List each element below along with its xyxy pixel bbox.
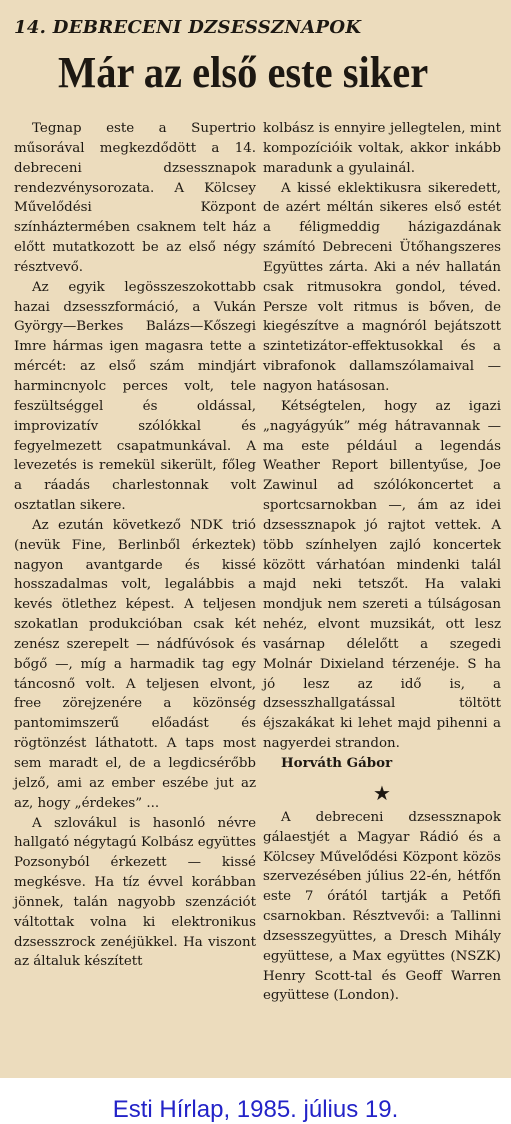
- paragraph: Az ezután következő NDK trió (nevük Fine, Berlinből érkeztek) nagyon avantgarde és kissé hosszadalmas volt, legalábbis a kevés ötlethez képest. A teljesen szokatlan produkcióban csak két zenész szerepelt — nádfúvósok és bőgő —, míg a harmadik tag egy táncosnő volt. A teljesen elvont, free zörejzenére a közönség pantomimszerű előadást és rögtönzést láthatott. A taps most sem maradt el, de a legdicsérőbb jelző, ami az ember eszébe jut az az, hogy „érdekes” ...: [14, 517, 256, 811]
- column-left: [14, 119, 256, 972]
- paragraph: A debreceni dzsessznapok gálaestjét a Magyar Rádió és a Kölcsey Művelődési Központ közös szervezésében július 22-én, hétfőn este 7 órától tartják a Petőfi csarnokban. Résztvevői: a Tallinni dzsesszegyüttes, a Dresch Mihály együttese, a Max együttes (NSZK) Henry Scott-tal és Geoff Warren együttese (London).: [263, 809, 501, 1004]
- headline: Már az első este siker: [58, 48, 429, 97]
- paragraph: Az egyik legösszeszokottabb hazai dzsesszformáció, a Vukán György—Berkes Balázs—Kőszegi Imre hármas igen magasra tette a mércét: az első szám mindjárt harmincnyolc perces volt, tele feszültséggel és oldással, improvizatív szólókkal és fegyelmezett csapatmunkával. A levezetés is remekül sikerült, főleg a ráadás charlestonnak volt osztatlan sikere.: [14, 279, 256, 514]
- paragraph: kolbász is ennyire jellegtelen, mint kompozícióik voltak, akkor inkább maradunk a gyulainál.: [263, 121, 501, 176]
- paragraph: A kissé eklektikusra sikeredett, de azért méltán sikeres első estét a féligmeddig házigazdának számító Debreceni Ütőhangszeres Együttes zárta. Aki a név hallatán csak ritmusokra gondol, téved. Persze volt ritmus is bőven, de kiegészítve a magnóról bejátszott szintetizátor-effektusokkal és a vibrafonok dallamszólamaival — nagyon hatásosan.: [263, 180, 501, 394]
- source-caption: Esti Hírlap, 1985. július 19.: [112, 1096, 399, 1123]
- paragraph: A szlovákul is hasonló névre hallgató négytagú Kolbász együttes Pozsonyból érkezett — kissé megkésve. Ha tíz évvel korábban jönnek, talán nagyobb szenzációt váltottak volna ki elektronikus dzsesszrock zenéjükkel. Ha viszont az általuk készített: [14, 815, 256, 970]
- kicker: 14. DEBRECENI DZSESSZNAPOK: [14, 17, 362, 38]
- star-separator: ★: [373, 780, 391, 805]
- byline: Horváth Gábor: [281, 755, 393, 771]
- column-right: [263, 119, 501, 1006]
- paragraph: Tegnap este a Supertrio műsorával megkezdődött a 14. debreceni dzsessznapok rendezvénysorozata. A Kölcsey Művelődési Központ színháztermében csaknem telt ház előtt mutatkozott be az első négy résztvevő.: [14, 121, 256, 275]
- paragraph: Kétségtelen, hogy az igazi „nagyágyúk” még hátravannak — ma este például a legendás Weather Report billentyűse, Joe Zawinul ad szólókoncertet a sportcsarnokban —, ám az idei dzsessznapok jó rajtot vettek. A több színhelyen zajló koncertek között várhatóan mindenki talál majd neki tetszőt. Ha valaki mondjuk nem szereti a túlságosan nehéz, elvont muzsikát, ott lesz vasárnap délelőtt a szegedi Molnár Dixieland térzenéje. S ha jó lesz az idő is, a dzsesszhallgatással töltött éjszakákat ki lehet majd pihenni a nagyerdei strandon.: [263, 398, 501, 752]
